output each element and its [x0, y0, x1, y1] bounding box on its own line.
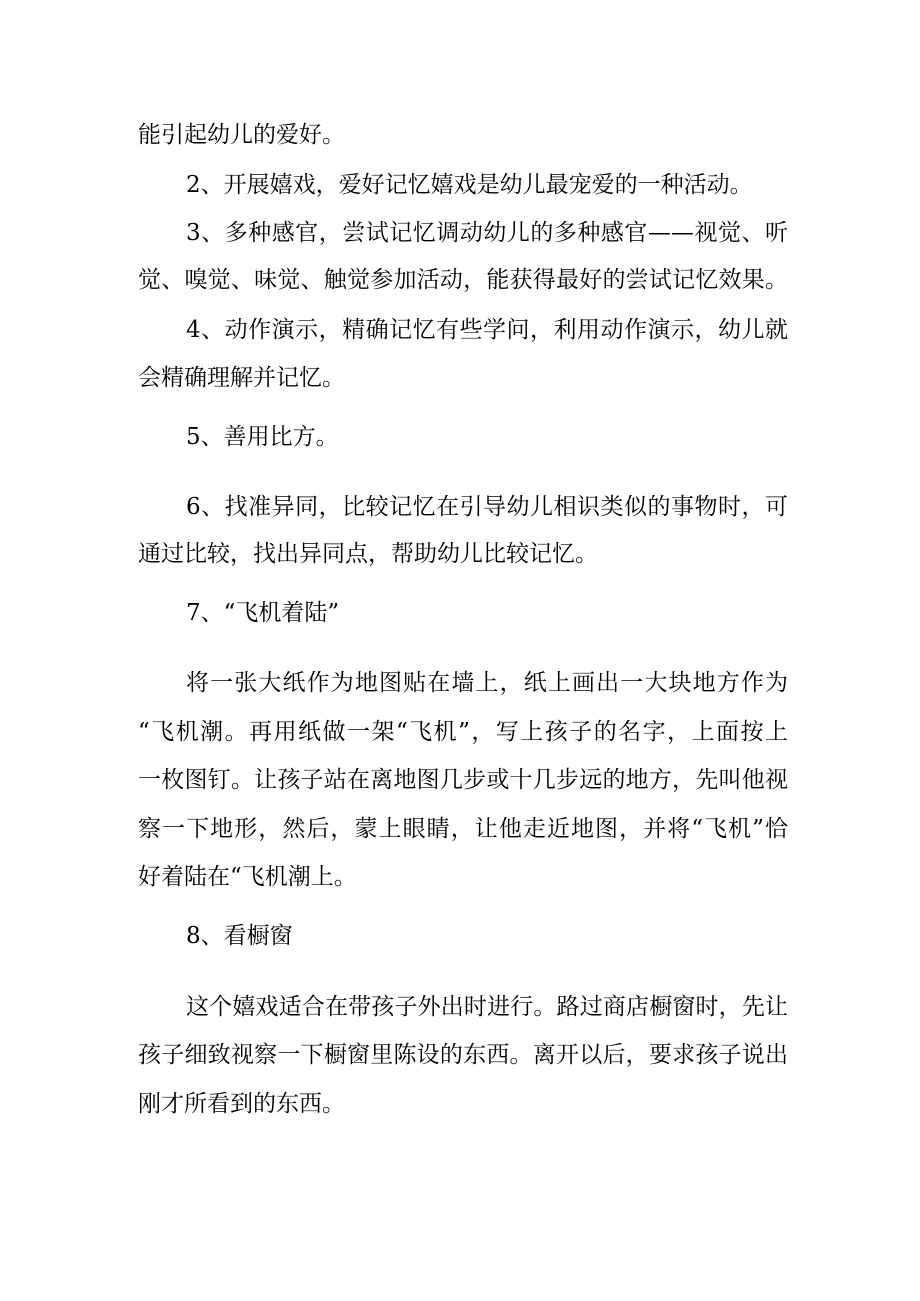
- paragraph-line: 将一张大纸作为地图贴在墙上，纸上画出一大块地方作为: [186, 670, 788, 696]
- paragraph-line: 刚才所看到的东西。: [138, 1091, 345, 1117]
- paragraph-line: “飞机潮。再用纸做一架“飞机”，写上孩子的名字，上面按上: [138, 719, 788, 745]
- paragraph-line: 孩子细致视察一下橱窗里陈设的东西。离开以后，要求孩子说出: [138, 1042, 788, 1068]
- paragraph-line: 察一下地形，然后，蒙上眼睛，让他走近地图，并将“飞机”恰: [138, 816, 788, 842]
- paragraph-line: 通过比较，找出异同点，帮助幼儿比较记忆。: [138, 541, 598, 567]
- section-heading: 7、“飞机着陆”: [186, 600, 340, 626]
- paragraph-line: 2、开展嬉戏，爱好记忆嬉戏是幼儿最宠爱的一种活动。: [186, 172, 753, 198]
- paragraph-line: 能引起幼儿的爱好。: [138, 122, 345, 148]
- section-heading: 8、看橱窗: [186, 923, 293, 949]
- paragraph-line: 5、善用比方。: [186, 424, 339, 450]
- paragraph-line: 6、找准异同，比较记忆在引导幼儿相识类似的事物时，可: [186, 494, 788, 520]
- paragraph-line: 好着陆在“飞机潮上。: [138, 864, 357, 890]
- paragraph-line: 这个嬉戏适合在带孩子外出时进行。路过商店橱窗时，先让: [186, 994, 788, 1020]
- paragraph-line: 一枚图钉。让孩子站在离地图几步或十几步远的地方，先叫他视: [138, 767, 788, 793]
- paragraph-line: 觉、嗅觉、味觉、触觉参加活动，能获得最好的尝试记忆效果。: [138, 267, 788, 293]
- paragraph-line: 4、动作演示，精确记忆有些学问，利用动作演示，幼儿就: [186, 317, 788, 343]
- paragraph-line: 3、多种感官，尝试记忆调动幼儿的多种感官——视觉、听: [186, 220, 788, 246]
- paragraph-line: 会精确理解并记忆。: [138, 365, 345, 391]
